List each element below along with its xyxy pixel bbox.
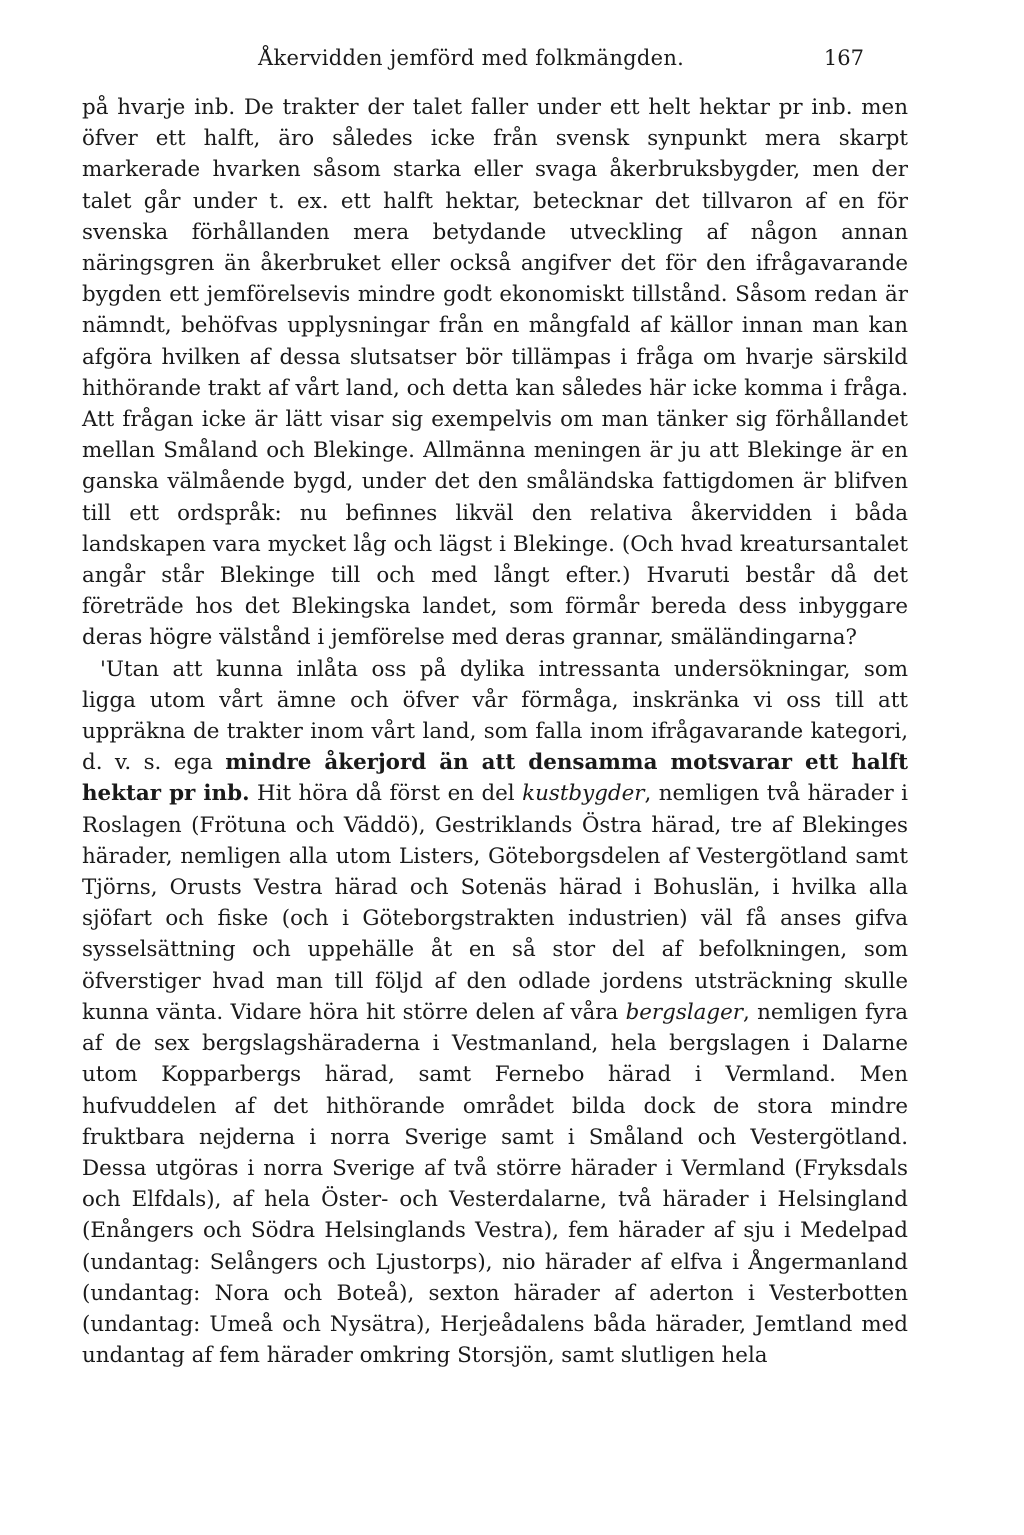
paragraph-2-text: 'Utan att kunna inlåta oss på dylika intressanta undersökningar, som ligga utom vårt ämne och öfver vår förmåga, inskränka vi oss till att uppräkna de trakter inom vårt land, som falla inom ifrågavarande kategori, d. v. s. ega [82,656,908,776]
bold-phrase: mindre åkerjord än att densamma motsvarar ett halft hektar pr inb. [82,750,908,807]
body-text [82,92,908,1371]
italic-term-kustbygder: kustbygder [522,781,645,807]
paragraph-2-text: Hit höra då först en del [249,781,523,807]
page-number: 167 [823,46,864,70]
book-page [82,40,908,1371]
italic-term-bergslager: bergslager [625,999,743,1025]
header-title: Åkervidden jemförd med folkmängden. [258,46,685,70]
paragraph-1 [82,92,908,654]
running-header [82,40,908,80]
paragraph-1-text: på hvarje inb. De trakter der talet faller under ett helt hektar pr inb. men öfver ett halft, äro således icke från svensk synpunkt mera skarpt markerade hvarken såsom starka eller svaga åkerbruksbygder, men der talet går under t. ex. ett halft hektar, betecknar det tillvaron af en för svenska förhållanden mera betydande utveckling af någon annan näringsgren än åkerbruket eller också angifver det för den ifrågavarande bygden ett jemförelsevis mindre godt ekonomiskt tillstånd. Såsom redan är nämndt, behöfvas upplysningar från en mångfald af källor innan man kan afgöra hvilken af dessa slutsatser bör tillämpas i fråga om hvarje särskild hithörande trakt af vårt land, och detta kan således här icke komma i fråga. Att frågan icke är lätt visar sig exempelvis om man tänker sig förhållandet mellan Småland och Blekinge. Allmänna meningen är ju att Blekinge är en ganska välmående bygd, under det den småländska fattigdomen är blifven till ett ordspråk: nu befinnes likväl den relativa åkervidden i båda landskapen vara mycket låg och lägst i Blekinge. (Och hvad kreatursantalet angår står Blekinge till och med långt efter.) Hvaruti består då det företräde hos det Blekingska landet, som förmår bereda dess inbyggare deras högre välstånd i jemförelse med deras grannar, smäländingarna? [82,95,908,651]
paragraph-2 [82,654,908,1372]
paragraph-2-text: , nemligen fyra af de sex bergslagshäraderna i Vestmanland, hela bergslagen i Dalarne utom Kopparbergs härad, samt Fernebo härad i Vermland. Men hufvuddelen af det hithörande området bilda dock de stora mindre fruktbara nejderna i norra Sverige samt i Småland och Vestergötland. Dessa utgöras i norra Sverige af två större härader i Vermland (Fryksdals och Elfdals), af hela Öster- och Vesterdalarne, två härader i Helsingland (Enångers och Södra Helsinglands Vestra), fem härader af sju i Medelpad (undantag: Selångers och Ljustorps), nio härader af elfva i Ångermanland (undantag: Nora och Boteå), sexton härader af aderton i Vesterbotten (undantag: Umeå och Nysätra), Herjeådalens båda härader, Jemtland med undantag af fem härader omkring Storsjön, samt slutligen hela [82,999,908,1369]
paragraph-2-text: , nemligen två härader i Roslagen (Frötuna och Väddö), Gestriklands Östra härad, tre af Blekinges härader, nemligen alla utom Listers, Göteborgsdelen af Vestergötland samt Tjörns, Orusts Vestra härad och Sotenäs härad i Bohuslän, i hvilka alla sjöfart och fiske (och i Göteborgstrakten industrien) väl få anses gifva sysselsättning och uppehälle åt en så stor del af befolkningen, som öfverstiger hvad man till följd af den odlade jordens utsträckning skulle kunna vänta. Vidare höra hit större delen af våra [82,781,908,1025]
